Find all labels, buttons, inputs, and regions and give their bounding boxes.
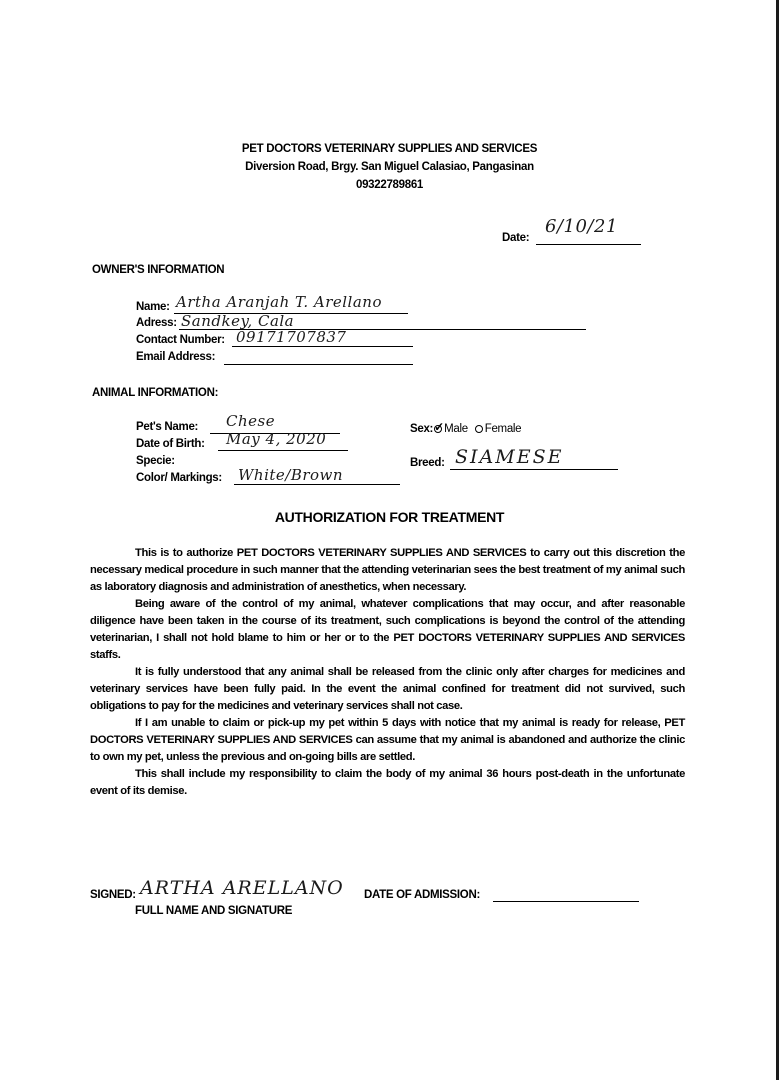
date-label: Date:	[502, 232, 530, 244]
owner-address-value[interactable]: Sandkey, Cala	[181, 312, 295, 330]
dob-line	[218, 450, 348, 451]
authorization-paragraph: This shall include my responsibility to claim the body of my animal 36 hours post-death in the unfortunate event of its demise.	[90, 768, 685, 797]
signed-label: SIGNED:	[90, 889, 136, 901]
female-checkbox[interactable]	[475, 425, 483, 433]
authorization-title: AUTHORIZATION FOR TREATMENT	[274, 509, 505, 525]
admission-line	[493, 901, 639, 902]
owner-contact-value[interactable]: 09171707837	[236, 328, 347, 346]
date-line	[536, 244, 641, 245]
authorization-paragraph: It is fully understood that any animal shall be released from the clinic only after charges for medicines and veterinary services have been fully paid. In the event the animal confined for treatment did not survived, such obligations to pay for the medicines and veterinary services shall not case.	[90, 666, 685, 712]
authorization-paragraph: If I am unable to claim or pick-up my pet within 5 days with notice that my animal is ready for release, PET DOCTORS VETERINARY SUPPLIES AND SERVICES can assume that my animal is abandoned and authorize the clinic to own my pet, unless the previous and on-going bills are settled.	[90, 717, 685, 763]
owner-address-label: Adress:	[136, 317, 177, 329]
signature-value[interactable]: ARTHA ARELLANO	[140, 877, 344, 899]
owner-email-line	[224, 364, 413, 365]
dob-value[interactable]: May 4, 2020	[226, 430, 327, 448]
sex-label: Sex:	[410, 423, 434, 435]
color-value[interactable]: White/Brown	[238, 466, 344, 484]
breed-label: Breed:	[410, 457, 445, 469]
breed-line	[450, 469, 618, 470]
checkmark-icon: ✓	[434, 419, 444, 434]
clinic-address: Diversion Road, Brgy. San Miguel Calasiao, Pangasinan	[245, 161, 534, 173]
authorization-paragraph: Being aware of the control of my animal, whatever complications that may occur, and after reasonable diligence have been taken in the course of its treatment, such complications is beyond the control of the attending veterinarian, I shall not hold blame to him or her or to the PET DOCTORS VETERINARY SUPPLIES AND SERVICES staffs.	[90, 598, 685, 661]
owner-section-title: OWNER'S INFORMATION	[92, 264, 225, 276]
sex-male-label: Male	[444, 423, 468, 435]
admission-label: DATE OF ADMISSION:	[364, 889, 480, 901]
authorization-paragraph: This is to authorize PET DOCTORS VETERINARY SUPPLIES AND SERVICES to carry out this discretion the necessary medical procedure in such manner that the attending veterinarian sees the best treatment of my animal such as laboratory diagnosis and administration of anesthetics, when necessary.	[90, 547, 685, 593]
specie-label: Specie:	[136, 455, 175, 467]
clinic-name: PET DOCTORS VETERINARY SUPPLIES AND SERVICES	[241, 143, 538, 155]
sex-female-label: Female	[484, 423, 522, 435]
date-value[interactable]: 6/10/21	[545, 216, 618, 237]
animal-section-title: ANIMAL INFORMATION:	[92, 387, 219, 399]
male-checkbox[interactable]	[434, 419, 444, 434]
owner-email-label: Email Address:	[136, 351, 216, 363]
owner-name-value[interactable]: Artha Aranjah T. Arellano	[176, 293, 382, 311]
owner-name-label: Name:	[136, 301, 170, 313]
pet-name-label: Pet's Name:	[136, 421, 199, 433]
signature-caption: FULL NAME AND SIGNATURE	[135, 905, 293, 917]
clinic-phone: 09322789861	[355, 179, 424, 191]
breed-value[interactable]: SIAMESE	[455, 446, 564, 468]
sex-field	[410, 419, 522, 435]
pet-name-value[interactable]: Chese	[226, 412, 276, 430]
owner-contact-label: Contact Number:	[136, 334, 225, 346]
color-label: Color/ Markings:	[136, 472, 222, 484]
authorization-body	[90, 545, 685, 800]
color-line	[234, 484, 400, 485]
dob-label: Date of Birth:	[136, 438, 205, 450]
owner-contact-line	[232, 346, 413, 347]
